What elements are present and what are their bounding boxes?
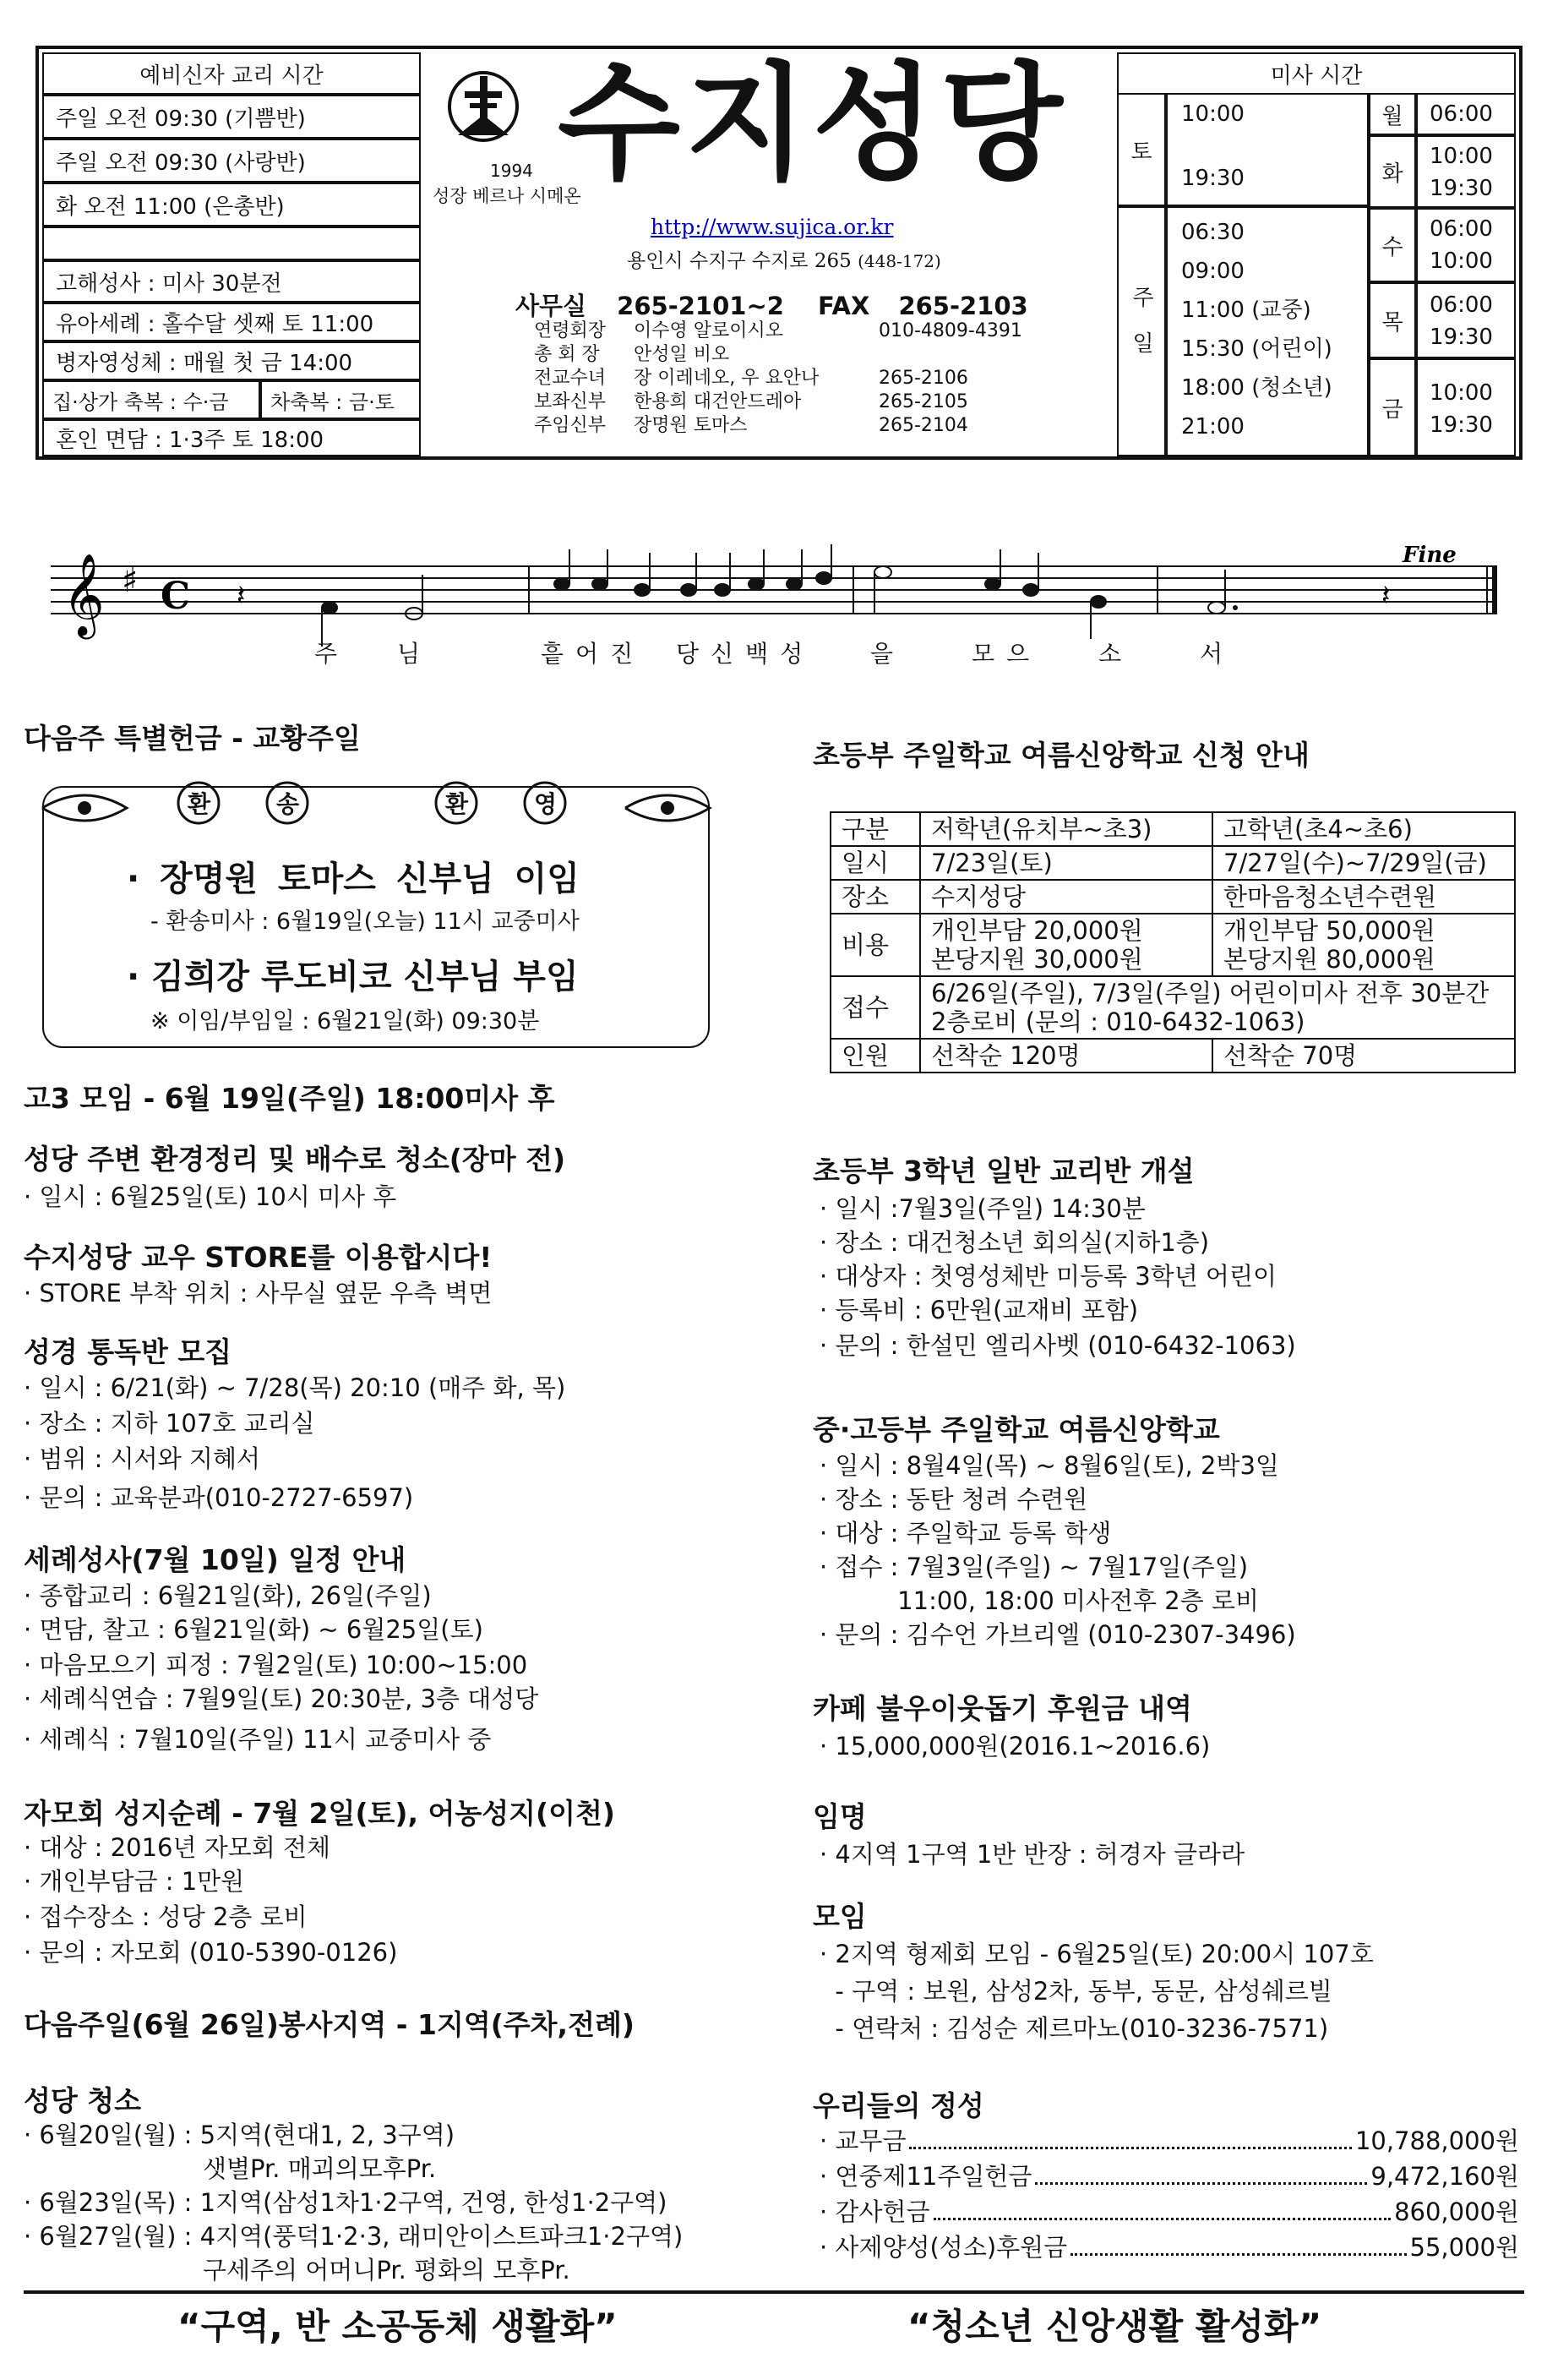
section-line: · 장소 : 대건청소년 회의실(지하1층) bbox=[820, 1228, 1210, 1257]
staff-row: 주임신부 장명원 토마스 265-2104 bbox=[534, 415, 968, 436]
logo-year: 1994 bbox=[490, 161, 533, 181]
section-line: · 장소 : 지하 107호 교리실 bbox=[24, 1409, 315, 1438]
table-row: 비용 개인부담 20,000원 본당지원 30,000원 개인부담 50,000원 본당지원 80,000원 bbox=[831, 914, 1515, 976]
table-header-row: 구분 저학년(유치부~초3) 고학년(초4~초6) bbox=[831, 812, 1515, 846]
farewell-title: · 장명원 토마스 신부님 이임 bbox=[127, 860, 580, 898]
section-heading: 세례성사(7월 10일) 일정 안내 bbox=[24, 1543, 406, 1576]
table-row: 인원 선착순 120명 선착순 70명 bbox=[831, 1039, 1515, 1073]
section-line: · 문의 : 한설민 엘리사벳 (010-6432-1063) bbox=[820, 1331, 1296, 1360]
lyric: 흩어진 bbox=[541, 640, 646, 668]
lyric: 소 bbox=[1098, 640, 1134, 668]
tue-times: 10:00 19:30 bbox=[1416, 135, 1516, 208]
section-line: 11:00, 18:00 미사전후 2층 로비 bbox=[820, 1586, 1259, 1615]
section-line: · 일시 :7월3일(주일) 14:30분 bbox=[820, 1194, 1146, 1223]
office-label: 사무실 bbox=[515, 292, 587, 320]
section-line: · 문의 : 김수언 가브리엘 (010-2307-3496) bbox=[820, 1620, 1296, 1649]
section-line: · 일시 : 6월25일(토) 10시 미사 후 bbox=[24, 1182, 397, 1211]
mon-times: 06:00 bbox=[1416, 93, 1516, 135]
svg-text:♯: ♯ bbox=[122, 561, 139, 600]
staff-row: 총 회 장 안성일 비오 bbox=[534, 344, 730, 365]
section-line: · 15,000,000원(2016.1~2016.6) bbox=[820, 1732, 1211, 1760]
fax-label: FAX bbox=[818, 292, 870, 320]
section-heading: 임명 bbox=[813, 1800, 867, 1833]
sick-communion-row: 병자영성체 : 매월 첫 금 14:00 bbox=[42, 341, 421, 380]
special-offering-heading: 다음주 특별헌금 - 교황주일 bbox=[24, 722, 361, 755]
day-label-mon: 월 bbox=[1369, 93, 1416, 135]
section-heading: 고3 모임 - 6월 19일(주일) 18:00미사 후 bbox=[24, 1082, 555, 1115]
section-line: · 6월27일(월) : 4지역(풍덕1·2·3, 래미안이스트파크1·2구역) bbox=[24, 2222, 684, 2251]
thu-times: 06:00 19:30 bbox=[1416, 282, 1516, 358]
wed-times: 06:00 10:00 bbox=[1416, 208, 1516, 282]
offering-row: · 사제양성(성소)후원금 55,000원 bbox=[820, 2233, 1519, 2262]
summer-school-table bbox=[830, 811, 1516, 1073]
sat-times bbox=[1166, 93, 1369, 206]
section-line: · 문의 : 교육분과(010-2727-6597) bbox=[24, 1483, 414, 1512]
section-heading: 성당 주변 환경정리 및 배수로 청소(장마 전) bbox=[24, 1143, 566, 1176]
section-line: · 일시 : 8월4일(목) ~ 8월6일(토), 2박3일 bbox=[820, 1451, 1279, 1480]
section-line: · 4지역 1구역 1반 반장 : 허경자 글라라 bbox=[820, 1840, 1245, 1869]
mass-time: 18:00 (청소년) bbox=[1181, 375, 1332, 401]
farewell-sub: - 환송미사 : 6월19일(오늘) 11시 교중미사 bbox=[150, 909, 580, 935]
staff-row: 보좌신부 한용희 대건안드레아 265-2105 bbox=[534, 391, 968, 412]
schedule-row: 주일 오전 09:30 (사랑반) bbox=[42, 139, 421, 183]
offering-row: · 교무금 10,788,000원 bbox=[820, 2126, 1519, 2155]
section-heading: 성경 통독반 모집 bbox=[24, 1335, 232, 1368]
infant-baptism-row: 유아세례 : 홀수달 셋째 토 11:00 bbox=[42, 303, 421, 341]
section-line: - 구역 : 보원, 삼성2차, 동부, 동문, 삼성쉐르빌 bbox=[820, 1977, 1332, 2006]
schedule-row: 주일 오전 09:30 (기쁨반) bbox=[42, 95, 421, 139]
confession-row: 고해성사 : 미사 30분전 bbox=[42, 260, 421, 303]
section-line: · 개인부담금 : 1만원 bbox=[24, 1867, 245, 1896]
svg-text:𝄽: 𝄽 bbox=[1381, 579, 1391, 613]
banner-char: 송 bbox=[276, 790, 300, 818]
welcome-title: · 김희강 루도비코 신부님 부임 bbox=[127, 958, 579, 996]
mass-title: 미사 시간 bbox=[1117, 52, 1516, 95]
fine-label: Fine bbox=[1403, 543, 1457, 568]
section-line: · 면담, 찰고 : 6월21일(화) ~ 6월25일(토) bbox=[24, 1615, 483, 1644]
section-line: · 마음모으기 피정 : 7월2일(토) 10:00~15:00 bbox=[24, 1651, 528, 1679]
staff-row: 전교수녀 장 이레네오, 우 요안나 265-2106 bbox=[534, 368, 968, 389]
section-line: · 대상 : 2016년 자모회 전체 bbox=[24, 1833, 330, 1862]
mass-time: 21:00 bbox=[1181, 414, 1245, 439]
staff-list bbox=[534, 319, 1022, 438]
mass-time: 09:00 bbox=[1181, 259, 1245, 284]
offering-row: · 감사헌금 860,000원 bbox=[820, 2197, 1519, 2226]
section-line: · 종합교리 : 6월21일(화), 26일(주일) bbox=[24, 1581, 432, 1610]
section-line: - 연락처 : 김성순 제르마노(010-3236-7571) bbox=[820, 2014, 1329, 2043]
cross-logo-icon bbox=[448, 66, 541, 166]
mass-time: 06:30 bbox=[1181, 220, 1245, 245]
table-row: 일시 7/23일(토) 7/27일(수)~7/29일(금) bbox=[831, 846, 1515, 880]
sun-times bbox=[1166, 206, 1369, 456]
day-label-thu: 목 bbox=[1369, 282, 1416, 358]
svg-text:C: C bbox=[161, 575, 191, 618]
section-line: · 범위 : 시서와 지혜서 bbox=[24, 1444, 260, 1473]
mass-time: 11:00 (교중) bbox=[1181, 298, 1311, 323]
car-blessing: 차축복 : 금·토 bbox=[260, 380, 421, 419]
section-heading: 모임 bbox=[813, 1900, 867, 1933]
offering-heading: 우리들의 정성 bbox=[813, 2089, 984, 2122]
section-line: · 대상 : 주일학교 등록 학생 bbox=[820, 1519, 1112, 1548]
banner-ribbon bbox=[34, 774, 718, 850]
lyrics bbox=[0, 636, 1558, 669]
catechism-title: 예비신자 교리 시간 bbox=[42, 52, 421, 95]
section-line: · 세례식연습 : 7월9일(토) 20:30분, 3층 대성당 bbox=[24, 1684, 539, 1713]
lyric: 님 bbox=[397, 640, 433, 668]
parish-logo bbox=[448, 66, 541, 166]
section-line: · 일시 : 6/21(화) ~ 7/28(목) 20:10 (매주 화, 목) bbox=[24, 1373, 566, 1402]
welcome-sub: ※ 이임/부임일 : 6월21일(화) 09:30분 bbox=[150, 1008, 540, 1034]
section-heading: 다음주일(6월 26일)봉사지역 - 1지역(주차,전례) bbox=[24, 2008, 635, 2041]
section-line: · 접수 : 7월3일(주일) ~ 7월17일(주일) bbox=[820, 1553, 1249, 1581]
day-label-sun: 주일 bbox=[1117, 206, 1166, 456]
table-row: 접수 6/26일(주일), 7/3일(주일) 어린이미사 전후 30분간 2층로비 (문의 : 010-6432-1063) bbox=[831, 976, 1515, 1039]
section-heading: 성당 청소 bbox=[24, 2084, 142, 2117]
address bbox=[627, 245, 941, 273]
offering-list bbox=[820, 2123, 1519, 2265]
fax-phone: 265-2103 bbox=[898, 292, 1028, 320]
office-phone: 265-2101~2 bbox=[617, 292, 784, 320]
svg-text:𝄽: 𝄽 bbox=[237, 579, 246, 613]
section-line: · 문의 : 자모회 (010-5390-0126) bbox=[24, 1938, 398, 1967]
footer-divider bbox=[24, 2290, 1524, 2294]
section-line: · 접수장소 : 성당 2층 로비 bbox=[24, 1902, 308, 1931]
marriage-row: 혼인 면담 : 1·3주 토 18:00 bbox=[42, 419, 421, 456]
section-line: · 6월20일(월) : 5지역(현대1, 2, 3구역) bbox=[24, 2121, 455, 2149]
section-line: 구세주의 어머니Pr. 평화의 모후Pr. bbox=[24, 2256, 570, 2284]
svg-text:𝄞: 𝄞 bbox=[63, 553, 105, 636]
section-heading: 카페 불우이웃돕기 후원금 내역 bbox=[813, 1692, 1192, 1725]
house-blessing: 집·상가 축복 : 수·금 bbox=[42, 380, 260, 419]
section-line: · 세례식 : 7월10일(주일) 11시 교중미사 중 bbox=[24, 1725, 492, 1754]
footer-slogan-left: “구역, 반 소공동체 생활화” bbox=[177, 2306, 618, 2347]
section-line: · 등록비 : 6만원(교재비 포함) bbox=[820, 1296, 1139, 1324]
day-label-sat: 토 bbox=[1117, 93, 1166, 206]
summer-school-heading: 초등부 주일학교 여름신앙학교 신청 안내 bbox=[813, 739, 1310, 772]
lyric: 당신백성 bbox=[676, 640, 815, 668]
section-line: · 6월23일(목) : 1지역(삼성1차1·2구역, 건영, 한성1·2구역) bbox=[24, 2188, 667, 2217]
footer-slogan-right: “청소년 신앙생활 활성화” bbox=[907, 2306, 1322, 2347]
office-contact bbox=[515, 287, 1028, 322]
mass-time: 15:30 (어린이) bbox=[1181, 336, 1332, 362]
section-line: · 장소 : 동탄 청려 수련원 bbox=[820, 1485, 1088, 1514]
website-link[interactable]: http://www.sujica.or.kr bbox=[651, 215, 894, 239]
section-heading: 중·고등부 주일학교 여름신앙학교 bbox=[813, 1413, 1220, 1446]
schedule-row: 화 오전 11:00 (은총반) bbox=[42, 183, 421, 227]
section-heading: 초등부 3학년 일반 교리반 개설 bbox=[813, 1155, 1195, 1187]
banner-char: 환 bbox=[445, 790, 469, 818]
lyric: 서 bbox=[1200, 640, 1235, 668]
staff-row: 연령회장 이수영 알로이시오 010-4809-4391 bbox=[534, 320, 1022, 341]
parish-name: 수지성당 bbox=[558, 51, 1068, 198]
section-line: · 2지역 형제회 모임 - 6월25일(토) 20:00시 107호 bbox=[820, 1940, 1374, 1968]
lyric: 주 bbox=[314, 640, 350, 668]
day-label-wed: 수 bbox=[1369, 208, 1416, 282]
table-row: 장소 수지성당 한마음청소년수련원 bbox=[831, 880, 1515, 914]
offering-row: · 연중제11주일헌금 9,472,160원 bbox=[820, 2162, 1519, 2191]
address-old-code: (448-172) bbox=[858, 251, 941, 271]
mass-time: 10:00 bbox=[1181, 101, 1245, 127]
section-line: · STORE 부착 위치 : 사무실 옆문 우측 벽면 bbox=[24, 1279, 493, 1307]
schedule-row-empty bbox=[42, 227, 421, 260]
lyric: 을 bbox=[870, 640, 906, 668]
banner-char: 영 bbox=[534, 790, 558, 818]
mass-time: 19:30 bbox=[1181, 166, 1245, 191]
address-text: 용인시 수지구 수지로 265 bbox=[627, 250, 852, 272]
section-heading: 수지성당 교우 STORE를 이용합시다! bbox=[24, 1241, 493, 1274]
section-line: 샛별Pr. 매괴의모후Pr. bbox=[24, 2154, 437, 2183]
banner-char: 환 bbox=[188, 790, 211, 818]
logo-caption: 성장 베르나 시메온 bbox=[433, 186, 581, 206]
day-label-fri: 금 bbox=[1369, 358, 1416, 456]
section-line: · 대상자 : 첫영성체반 미등록 3학년 어린이 bbox=[820, 1262, 1277, 1291]
section-heading: 자모회 성지순례 - 7월 2일(토), 어농성지(이천) bbox=[24, 1797, 615, 1830]
ribbon-decoration-icon bbox=[34, 774, 718, 850]
lyric: 모으 bbox=[972, 640, 1042, 668]
fri-times: 10:00 19:30 bbox=[1416, 358, 1516, 456]
day-label-tue: 화 bbox=[1369, 135, 1416, 208]
